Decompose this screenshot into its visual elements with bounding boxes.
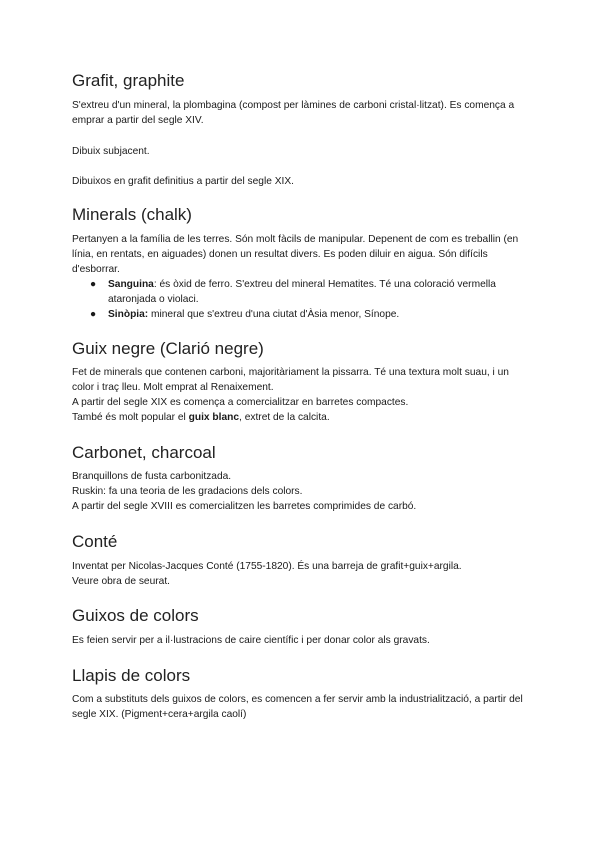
definition: mineral que s'extreu d'una ciutat d'Àsia menor, Sínope. (148, 309, 400, 321)
paragraph: A partir del segle XIX es comença a comercialitzar en barretes compactes. (72, 397, 409, 408)
text-run: , extret de la calcita. (239, 412, 330, 423)
paragraph: Ruskin: fa una teoria de les gradacions dels colors. (72, 486, 303, 497)
paragraph: Inventat per Nicolas-Jacques Conté (1755-1820). És una barreja de grafit+guix+argila. (72, 561, 462, 572)
bullet-icon: ● (90, 279, 97, 290)
heading-guixos-colors: Guixos de colors (72, 606, 199, 625)
heading-carbonet: Carbonet, charcoal (72, 443, 216, 462)
heading-guix-negre: Guix negre (Clarió negre) (72, 339, 264, 358)
paragraph: A partir del segle XVIII es comercialitzen les barretes comprimides de carbó. (72, 501, 417, 512)
heading-minerals: Minerals (chalk) (72, 205, 192, 224)
term-guix-blanc: guix blanc (188, 412, 240, 423)
paragraph: Es feien servir per a il·lustracions de caire científic i per donar color als gravats. (72, 635, 430, 646)
term-sinopia: Sinòpia: (108, 309, 149, 321)
heading-llapis-colors: Llapis de colors (72, 666, 191, 685)
paragraph: S'extreu d'un mineral, la plombagina (compost per làmines de carboni cristal·litzat). Es comença a emprar a partir del segle XIV. (72, 100, 515, 127)
heading-grafit: Grafit, graphite (72, 71, 185, 90)
definition: : és òxid de ferro. S'extreu del mineral Hematites. Té una coloració vermella ataronjada o violaci. (108, 279, 496, 306)
term-sanguina: Sanguina (108, 279, 154, 290)
paragraph: Com a substituts dels guixos de colors, es comencen a fer servir amb la industrialització, a partir del segle XIX. (Pigment+cera+argila caolí) (72, 694, 523, 721)
paragraph: Veure obra de seurat. (72, 576, 170, 587)
paragraph: Fet de minerals que contenen carboni, majoritàriament la pissarra. Té una textura molt suau, i un color i traç lleu. Molt emprat al Renaixement. (72, 367, 509, 394)
heading-conte: Conté (72, 532, 118, 551)
list-item (72, 277, 532, 307)
paragraph: Dibuixos en grafit definitius a partir del segle XIX. (72, 176, 294, 187)
paragraph: Dibuix subjacent. (72, 146, 150, 157)
paragraph: Branquillons de fusta carbonitzada. (72, 471, 232, 482)
list-item (72, 307, 532, 322)
paragraph: Pertanyen a la família de les terres. Són molt fàcils de manipular. Depenent de com es treballin (en línia, en rentats, en aiguades) donen un resultat divers. Es poden diluir en aigua. Són difícils d'esborrar. (72, 234, 519, 276)
bullet-list (72, 277, 532, 323)
bullet-icon: ● (90, 309, 97, 321)
text-run: També és molt popular el (72, 412, 189, 423)
paragraph (72, 410, 532, 425)
